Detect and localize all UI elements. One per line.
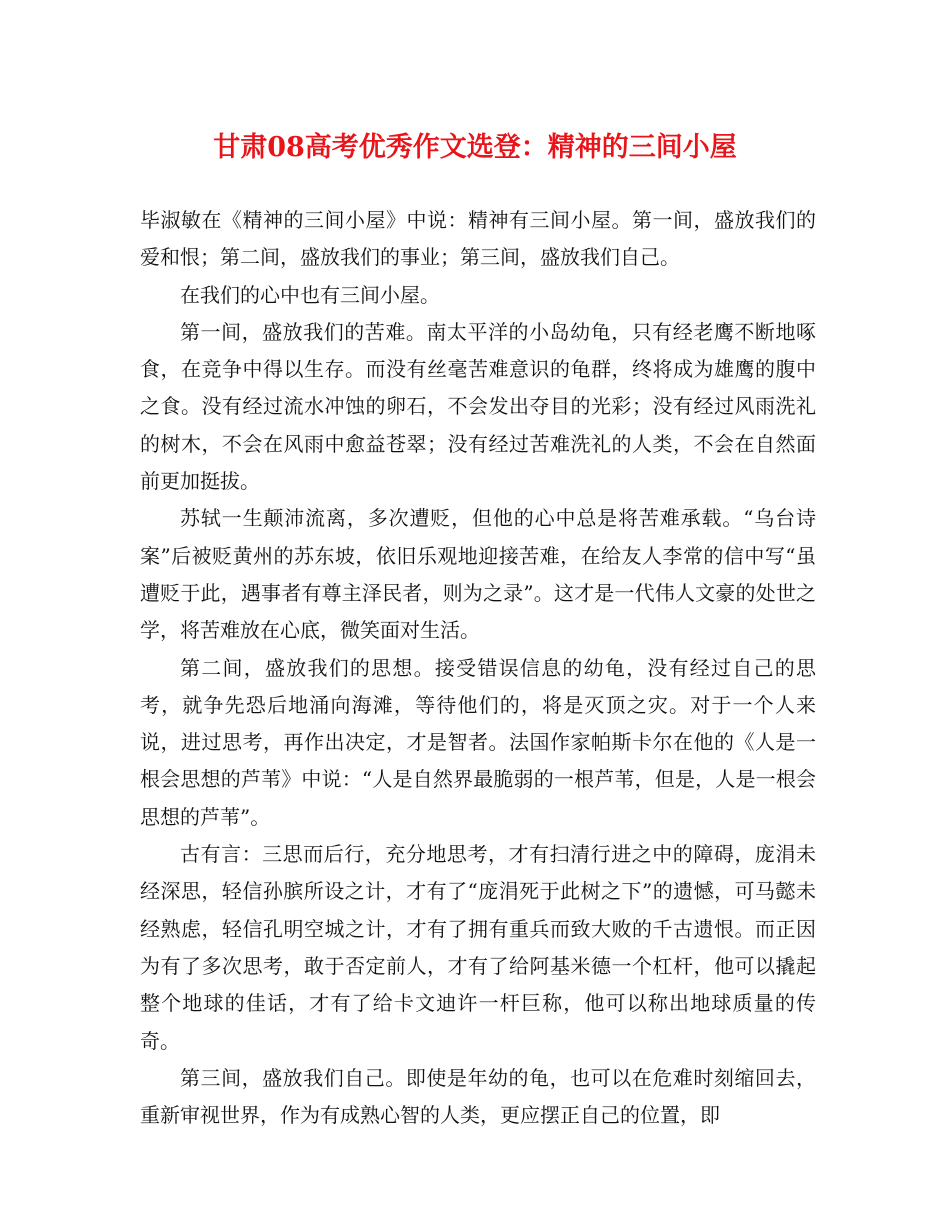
document-body [140,202,816,1134]
paragraph: 第三间，盛放我们自己。即使是年幼的龟，也可以在危难时刻缩回去，重新审视世界，作为有成熟心智的人类，更应摆正自己的位置，即 [140,1065,816,1128]
paragraph: 毕淑敏在《精神的三间小屋》中说：精神有三间小屋。第一间，盛放我们的爱和恨；第二间，盛放我们的事业；第三间，盛放我们自己。 [140,208,816,270]
paragraph: 在我们的心中也有三间小屋。 [180,282,440,307]
document-title: 甘肃08高考优秀作文选登：精神的三间小屋 [213,132,737,163]
paragraph: 古有言：三思而后行，充分地思考，才有扫清行进之中的障碍，庞涓未经深思，轻信孙膑所设之计，才有了“庞涓死于此树之下”的遗憾，可马懿未经熟虑，轻信孔明空城之计，才有了拥有重兵而致大败的千古遗恨。而正因为有了多次思考，敢于否定前人，才有了给阿基米德一个杠杆，他可以撬起整个地球的佳话，才有了给卡文迪许一杆巨称，他可以称出地球质量的传奇。 [140,842,816,1053]
paragraph: 第一间，盛放我们的苦难。南太平洋的小岛幼龟，只有经老鹰不断地啄食，在竞争中得以生存。而没有丝毫苦难意识的龟群，终将成为雄鹰的腹中之食。没有经过流水冲蚀的卵石，不会发出夺目的光彩；没有经过风雨洗礼的树木，不会在风雨中愈益苍翠；没有经过苦难洗礼的人类，不会在自然面前更加挺拔。 [140,319,816,494]
paragraph: 苏轼一生颠沛流离，多次遭贬，但他的心中总是将苦难承载。“乌台诗案”后被贬黄州的苏东坡，依旧乐观地迎接苦难，在给友人李常的信中写“虽遭贬于此，遇事者有尊主泽民者，则为之录”。这才是一代伟人文豪的处世之学，将苦难放在心底，微笑面对生活。 [140,506,816,643]
paragraph: 第二间，盛放我们的思想。接受错误信息的幼龟，没有经过自己的思考，就争先恐后地涌向海滩，等待他们的，将是灭顶之灾。对于一个人来说，进过思考，再作出决定，才是智者。法国作家帕斯卡尔在他的《人是一根会思想的芦苇》中说：“人是自然界最脆弱的一根芦苇，但是，人是一根会思想的芦苇”。 [140,655,816,829]
